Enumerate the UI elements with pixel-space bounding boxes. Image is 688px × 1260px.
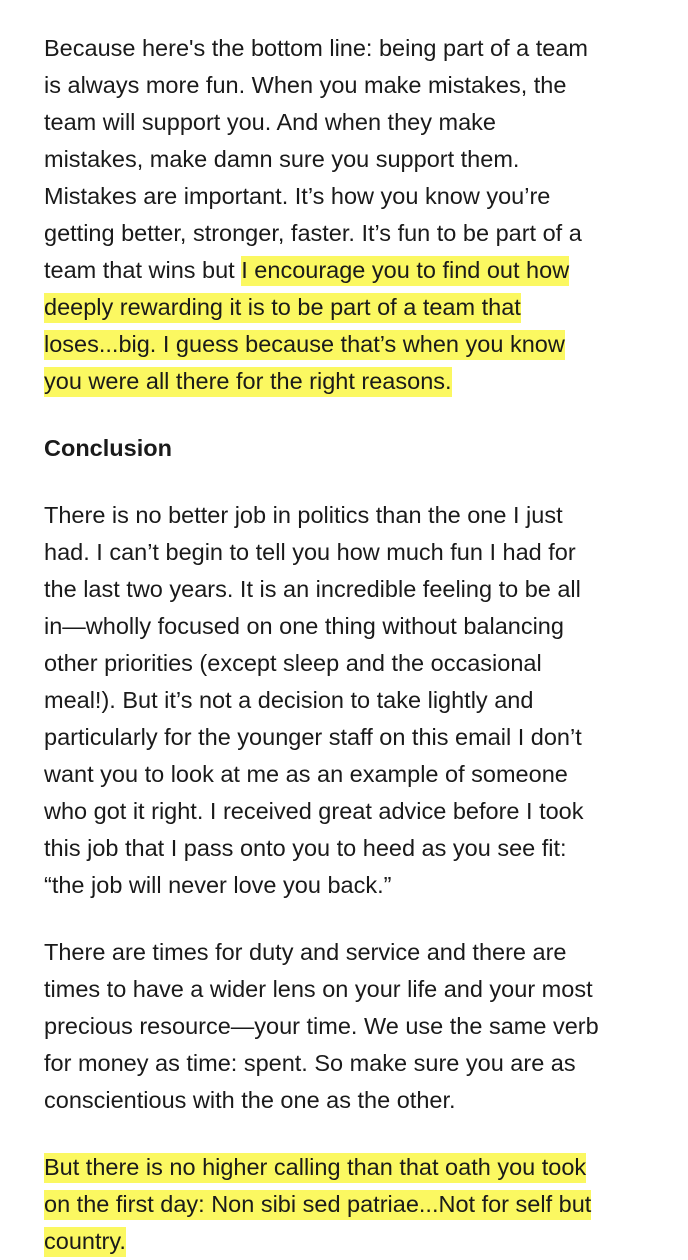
line-text: getting better, stronger, faster. It’s fun to be part of a <box>44 220 582 246</box>
text-line <box>44 30 664 67</box>
text-line: times to have a wider lens on your life and your most <box>44 976 593 1002</box>
text-line <box>44 215 664 252</box>
text-line <box>44 1149 664 1186</box>
text-line: other priorities (except sleep and the occasional <box>44 650 542 676</box>
line-text: team that wins but <box>44 257 242 283</box>
text-line <box>44 1186 664 1223</box>
line-text: team will support you. And when they make <box>44 109 496 135</box>
paragraph-spacer <box>44 904 664 934</box>
text-line <box>44 178 664 215</box>
text-line: particularly for the younger staff on this email I don’t <box>44 724 582 750</box>
article-body <box>44 30 664 1260</box>
highlighted-text: loses...big. I guess because that’s when you know <box>44 330 565 360</box>
paragraph-spacer <box>44 1119 664 1149</box>
section-heading: Conclusion <box>44 435 172 461</box>
line-text: Because here's the bottom line: being part of a team <box>44 35 589 61</box>
text-line <box>44 326 664 363</box>
text-line: precious resource—your time. We use the same verb <box>44 1013 599 1039</box>
text-line <box>44 67 664 104</box>
line-text: mistakes, make damn sure you support them. <box>44 146 520 172</box>
text-line: There are times for duty and service and there are <box>44 939 567 965</box>
text-line: the last two years. It is an incredible feeling to be all <box>44 576 581 602</box>
text-line: in—wholly focused on one thing without balancing <box>44 613 564 639</box>
paragraph-spacer <box>44 467 664 497</box>
paragraph-oath <box>44 1149 664 1260</box>
text-line <box>44 289 664 326</box>
highlighted-text: deeply rewarding it is to be part of a team that <box>44 293 521 323</box>
text-line: want you to look at me as an example of someone <box>44 761 568 787</box>
highlighted-text: on the first day: Non sibi sed patriae...Not for self but <box>44 1190 591 1220</box>
text-line <box>44 104 664 141</box>
text-line: had. I can’t begin to tell you how much fun I had for <box>44 539 576 565</box>
text-line: There is no better job in politics than the one I just <box>44 502 563 528</box>
text-line <box>44 1223 664 1260</box>
line-text: Mistakes are important. It’s how you know you’re <box>44 183 551 209</box>
paragraph-spacer <box>44 400 664 430</box>
text-line <box>44 141 664 178</box>
paragraph-duty <box>44 934 664 1119</box>
text-line: this job that I pass onto you to heed as you see fit: <box>44 835 567 861</box>
text-line <box>44 363 664 400</box>
text-line: “the job will never love you back.” <box>44 872 392 898</box>
paragraph-bottom-line <box>44 30 664 400</box>
highlighted-text: you were all there for the right reasons. <box>44 367 452 397</box>
highlighted-text: I encourage you to find out how <box>241 256 569 286</box>
text-line <box>44 252 664 289</box>
text-line: meal!). But it’s not a decision to take lightly and <box>44 687 534 713</box>
line-text: is always more fun. When you make mistakes, the <box>44 72 567 98</box>
highlighted-text: But there is no higher calling than that oath you took <box>44 1153 586 1183</box>
text-line: for money as time: spent. So make sure you are as <box>44 1050 576 1076</box>
text-line: conscientious with the one as the other. <box>44 1087 456 1113</box>
highlighted-text: country. <box>44 1227 126 1257</box>
text-line: who got it right. I received great advice before I took <box>44 798 584 824</box>
paragraph-conclusion <box>44 497 664 904</box>
